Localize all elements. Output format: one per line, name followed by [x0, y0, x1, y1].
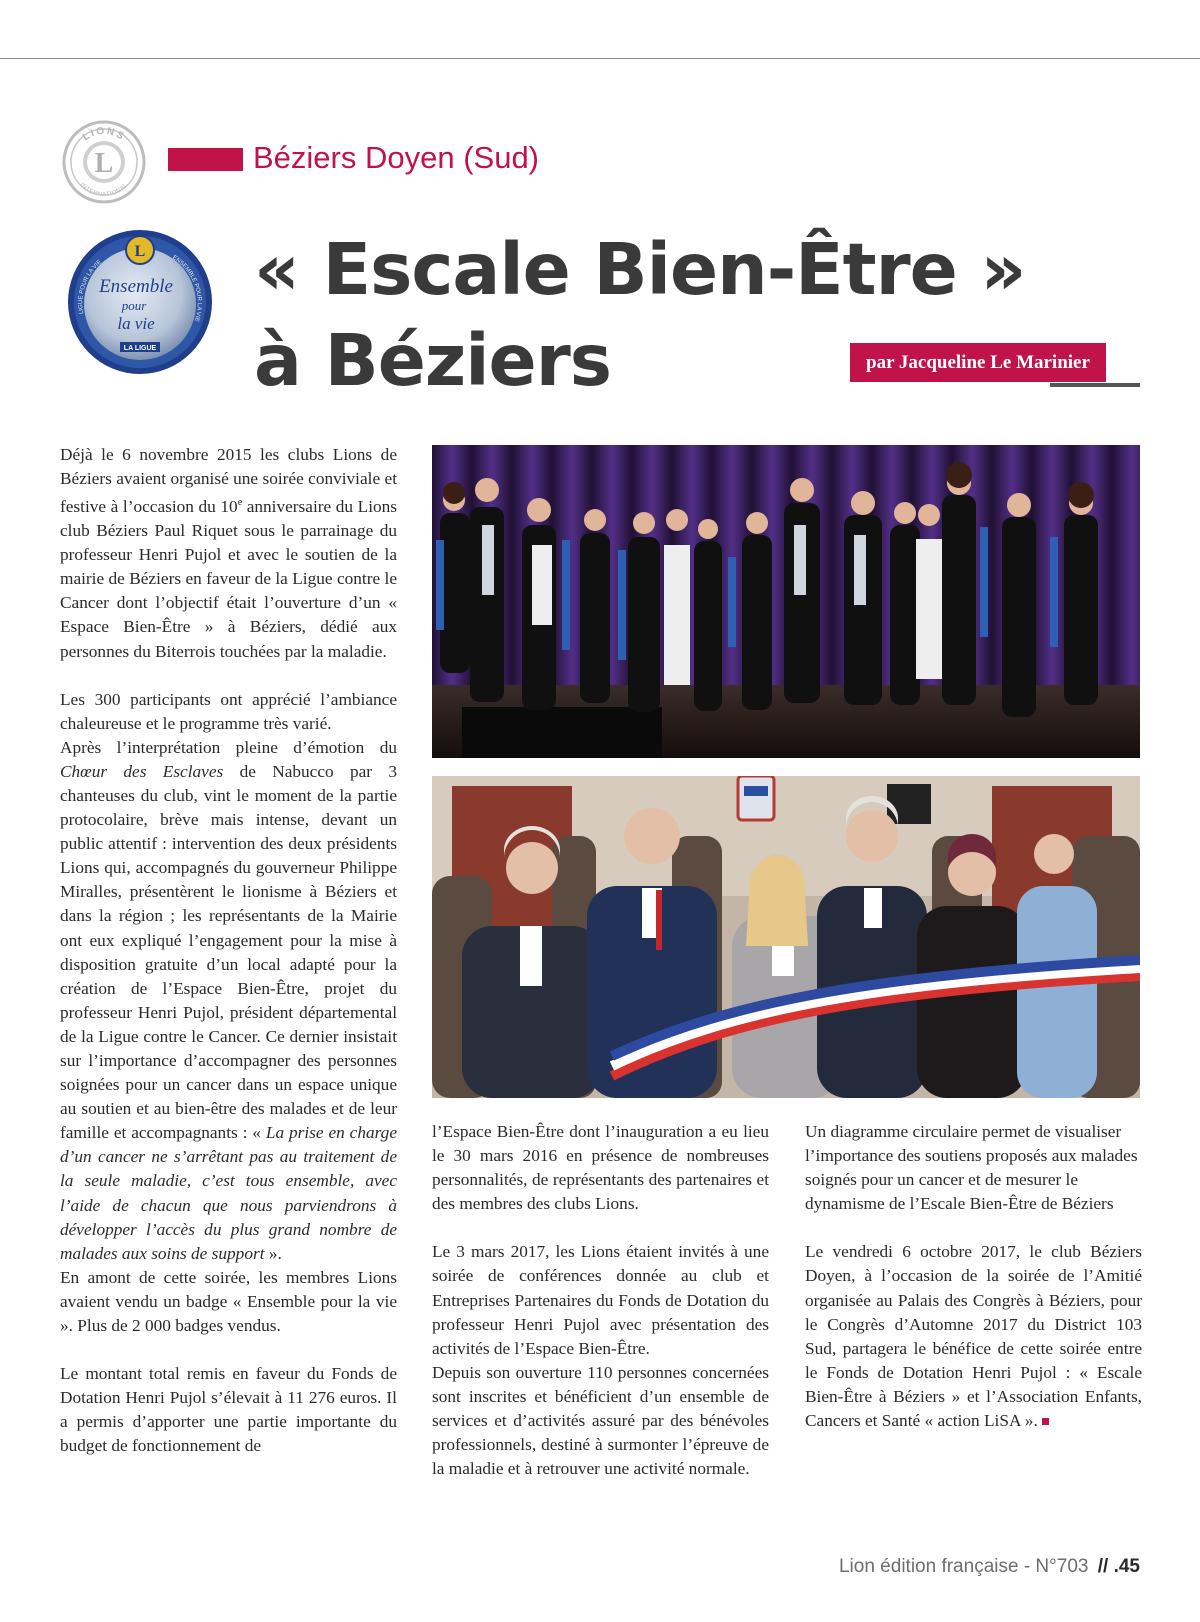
end-of-article-mark-icon	[1042, 1418, 1049, 1425]
stage-group-photo	[432, 445, 1140, 758]
paragraph-text: ».	[264, 1243, 282, 1263]
publication-name: Lion édition française - N°703	[838, 1556, 1089, 1577]
badge-line3: la vie	[117, 314, 155, 333]
text-column-2	[432, 1120, 769, 1481]
paragraph	[60, 443, 397, 664]
paragraph	[60, 736, 397, 1266]
emblem-text-top: LIONS	[80, 125, 128, 144]
paragraph: Le 3 mars 2017, les Lions étaient invités à une soirée de conférences donnée au club et Entreprises Partenaires du Fonds de Dotation du professeur Henri Pujol avec présentation des activités de l’Espace Bien-Être.	[432, 1242, 769, 1358]
paragraph-text: anniversaire du Lions club Béziers Paul Riquet sous le parrainage du professeur Henri Pujol et avec le soutien de la mairie de Béziers en faveur de la Ligue contre le Cancer dont l’objectif était l’ouverture d’un « Espace Bien-Être » à Béziers, dédié aux personnes du Biterrois touchées par la maladie.	[60, 496, 398, 661]
byline: par Jacqueline Le Marinier	[850, 343, 1106, 382]
article-title-line1: « Escale Bien-Être »	[254, 228, 1026, 311]
paragraph: Depuis son ouverture 110 personnes concernées sont inscrites et bénéficient d’un ensemble de services et d’activités assuré par des bénévoles professionnels, destiné à surmonter l’épreuve de la maladie et à retrouver une activité normale.	[432, 1362, 769, 1479]
badge-ring-right: ENSEMBLE POUR LA VIE	[171, 254, 202, 323]
badge-line1: Ensemble	[99, 276, 173, 297]
text-column-3	[805, 1120, 1142, 1433]
byline-shadow	[1050, 383, 1140, 387]
section-accent-bar	[168, 148, 243, 171]
page-footer	[839, 1556, 1140, 1578]
paragraph: l’Espace Bien-Être dont l’inauguration a eu lieu le 30 mars 2016 en présence de nombreuses personnalités, de représentants des partenaires et des membres des clubs Lions.	[432, 1122, 769, 1214]
ribbon-cutting-photo	[432, 776, 1140, 1098]
svg-text:L: L	[134, 243, 146, 260]
svg-text:INTERNATIONAL	[79, 182, 129, 198]
page-number: .45	[1113, 1556, 1140, 1577]
paragraph: Un diagramme circulaire permet de visualiser l’importance des soutiens proposés aux malades soignés pour un cancer et de mesurer le dynamisme de l’Escale Bien-Être de Béziers	[805, 1122, 1138, 1214]
badge-line2: pour	[121, 298, 147, 313]
ensemble-pour-la-vie-badge-icon	[64, 226, 216, 378]
work-title: Chœur des Esclaves	[60, 761, 224, 781]
emblem-letter: L	[94, 148, 114, 179]
paragraph	[805, 1240, 1142, 1433]
article-title-line2: à Béziers	[254, 319, 611, 402]
svg-text:LIONS	[81, 126, 127, 144]
paragraph-text: de Nabucco par 3 chanteuses du club, vint le moment de la partie protocolaire, brève mais intense, devant un public attentif : intervention des deux présidents Lions qui, accompagnés du gouverneur Philippe Miralles, présentèrent le lionisme à Béziers et dans la région ; les représentants de la Mairie ont eux expliqué l’engagement pour la mise à disposition gratuite d’un local adapté pour la création de l’Espace Bien-Être, projet du professeur Henri Pujol, président départemental de la Ligue contre le Cancer. Ce dernier insistait sur l’importance d’accompagner des personnes soignées pour un cancer dans un espace unique au soutien et au bien-être des malades et de leur famille et accompagnants : «	[60, 761, 397, 1143]
paragraph-text: Après l’interprétation pleine d’émotion du	[60, 737, 397, 757]
badge-tag: LA LIGUE	[123, 345, 157, 352]
emblem-text-bottom: INTERNATIONAL	[78, 181, 130, 199]
lions-international-emblem-icon	[60, 118, 148, 206]
section-title: Béziers Doyen (Sud)	[253, 140, 540, 175]
footer-separator: //	[1097, 1556, 1109, 1577]
text-column-1	[60, 443, 397, 1459]
paragraph-text: Le vendredi 6 octobre 2017, le club Béziers Doyen, à l’occasion de la soirée de l’Amitié organisée au Palais des Congrès à Béziers, pour le Congrès d’Automne 2017 du District 103 Sud, partagera le bénéfice de cette soirée entre le Fonds de Dotation Henri Pujol : « Escale Bien-Être à Béziers » et l’Association Enfants, Cancers et Santé « action LiSA ».	[805, 1242, 1142, 1431]
quotation: La prise en charge d’un cancer ne s’arrêtant pas au traitement de la seule maladie, c’est tous ensemble, avec l’aide de chacun que nous parviendrons à développer l’accès du plus grand nombre de malades aux soins de support	[60, 1123, 397, 1263]
paragraph-text: Déjà le 6 novembre 2015 les clubs Lions de Béziers avaient organisé une soirée conviviale et festive à l’occasion du 10	[60, 445, 397, 516]
paragraph: En amont de cette soirée, les membres Lions avaient vendu un badge « Ensemble pour la vie ». Plus de 2 000 badges vendus.	[60, 1267, 397, 1336]
top-rule	[0, 58, 1200, 59]
badge-ring-left: LIGUE POUR LA VIE	[78, 259, 103, 315]
paragraph: Le montant total remis en faveur du Fonds de Dotation Henri Pujol s’élevait à 11 276 euros. Il a permis d’apporter une partie importante du budget de fonctionnement de	[60, 1364, 397, 1456]
superscript: e	[237, 497, 243, 509]
paragraph: Les 300 participants ont apprécié l’ambiance chaleureuse et le programme très varié.	[60, 689, 397, 733]
